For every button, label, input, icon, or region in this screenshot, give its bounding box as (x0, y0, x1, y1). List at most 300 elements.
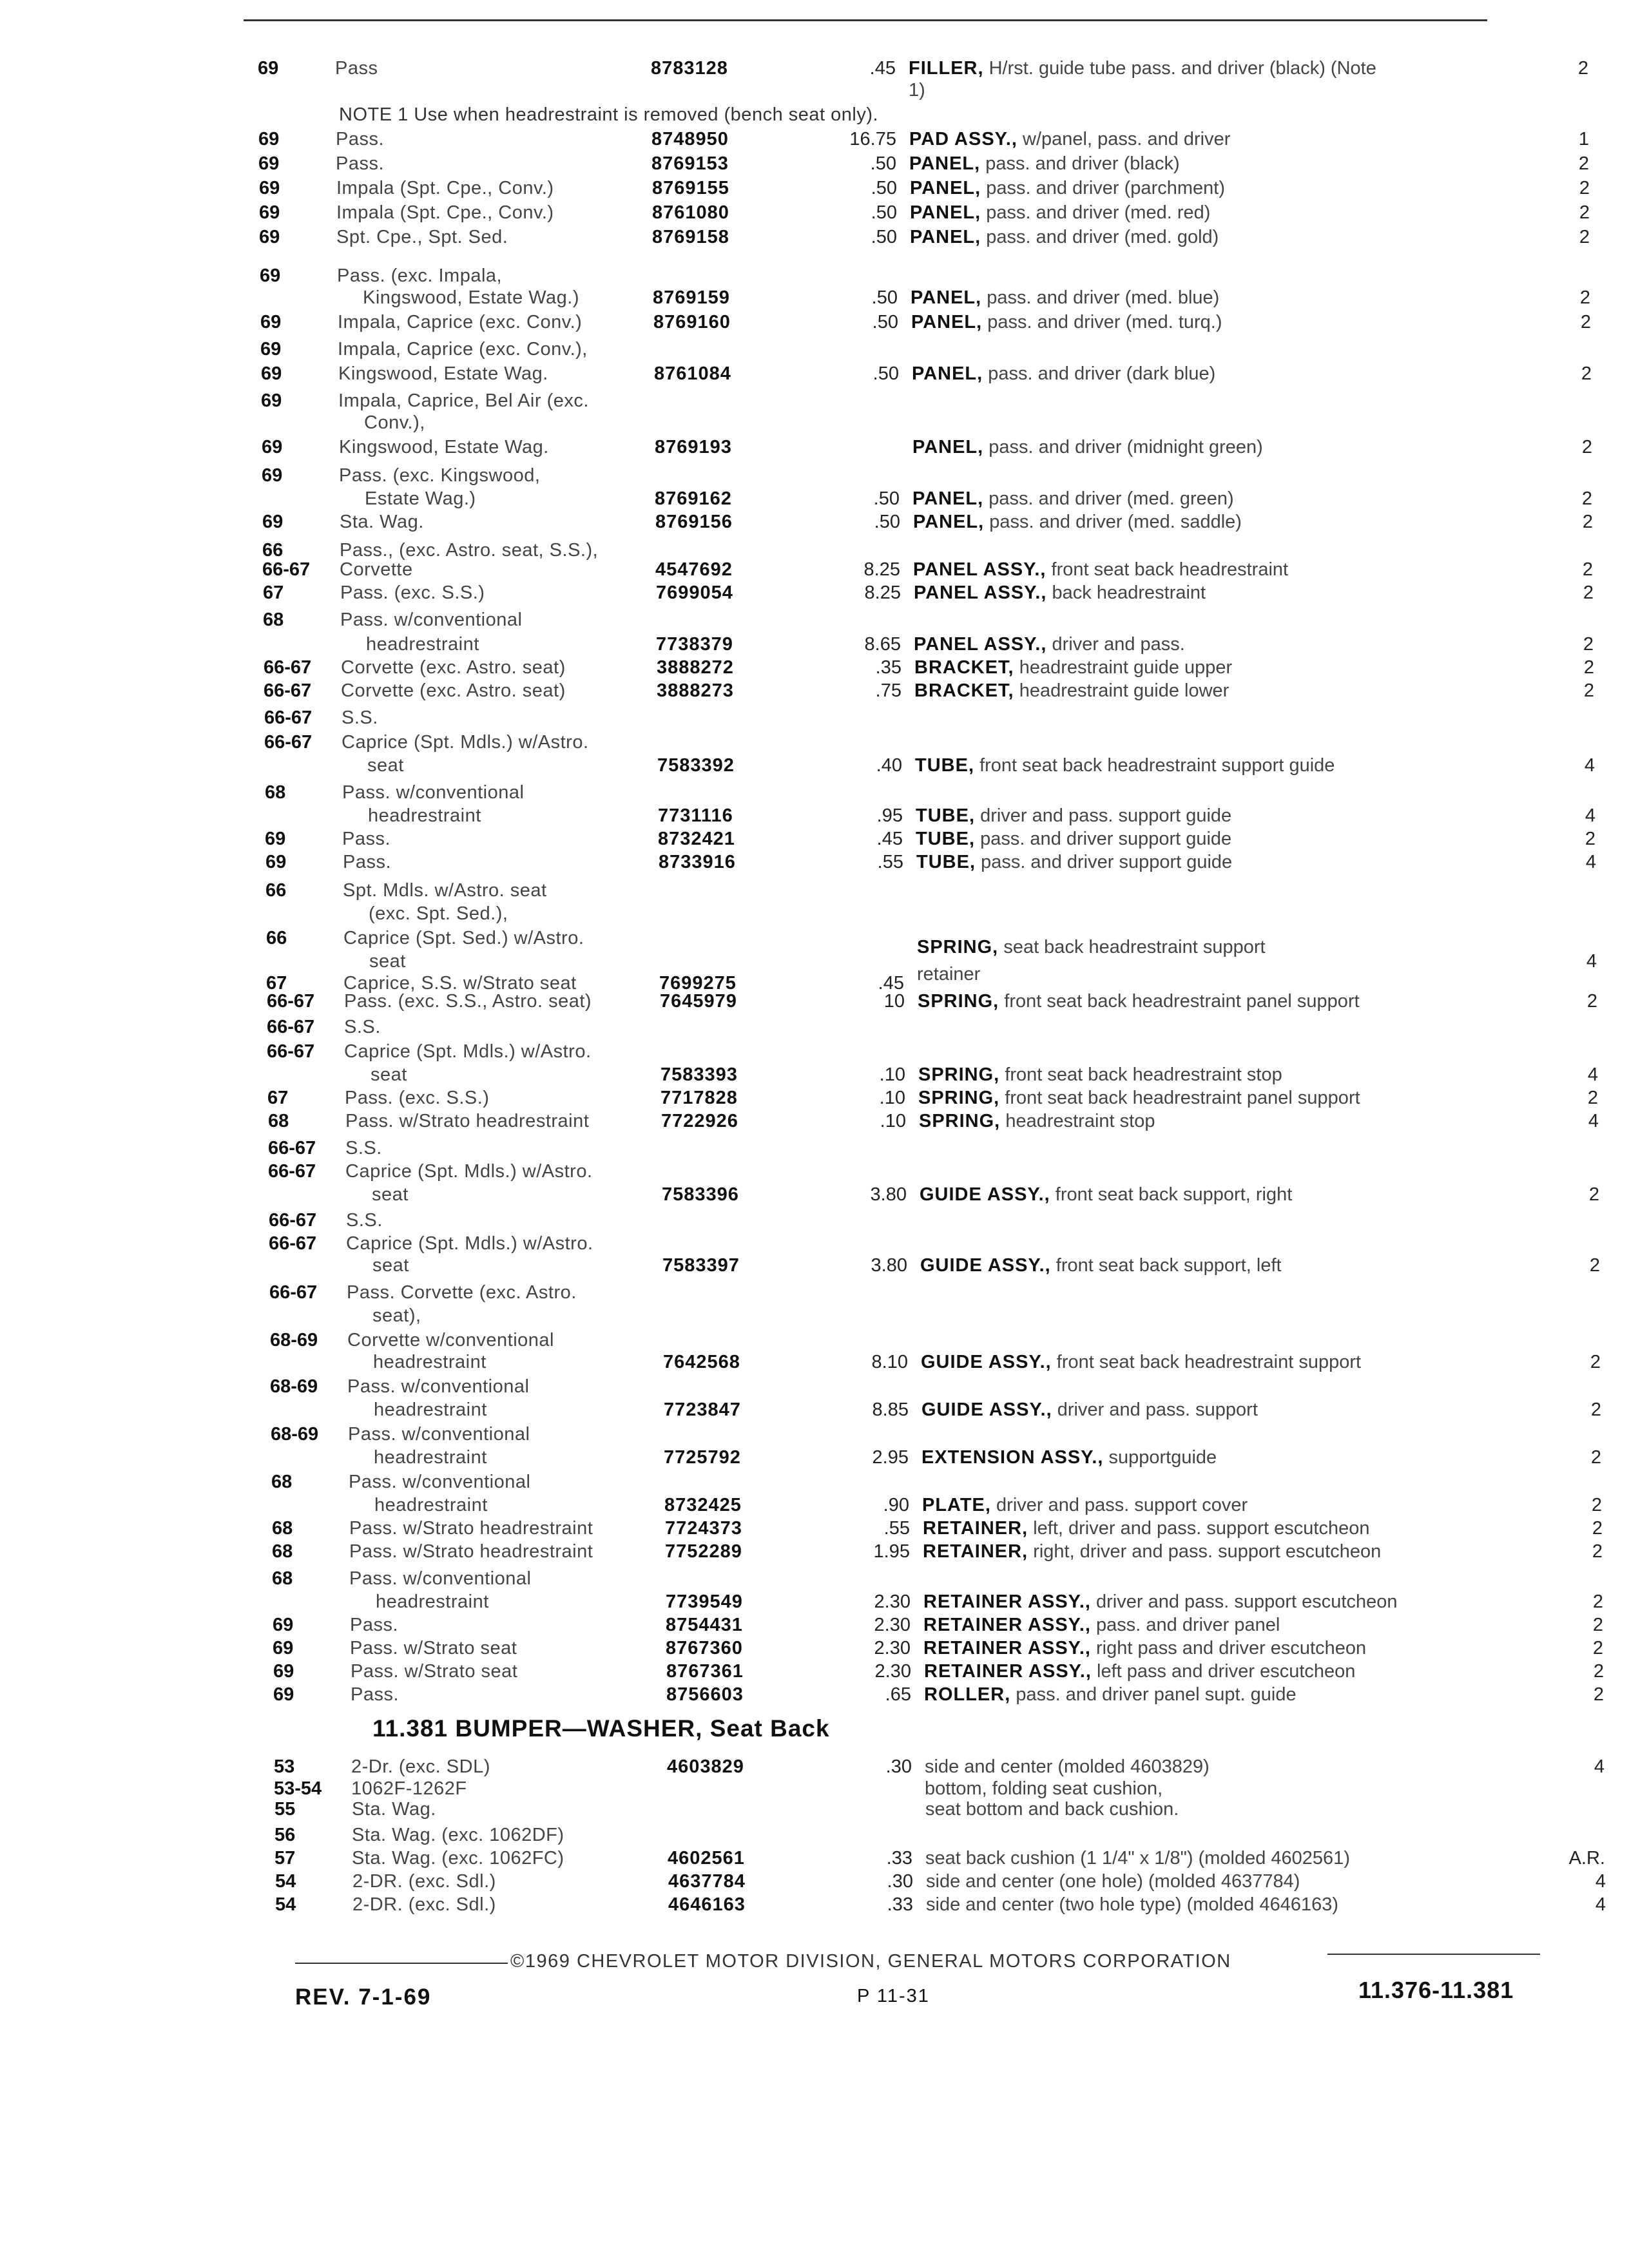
part-detail: pass. and driver (med. saddle) (989, 512, 1242, 532)
model-description: Pass. w/conventional (348, 1424, 530, 1445)
part-number: 8732425 (664, 1495, 742, 1515)
part-number: 8783128 (651, 58, 728, 79)
price: .10 (880, 1111, 906, 1131)
price: .10 (879, 1088, 905, 1108)
part-description (916, 827, 1496, 850)
model-description: Sta. Wag. (340, 512, 424, 532)
model-description: Estate Wag.) (365, 488, 476, 509)
part-number: 7699275 (659, 973, 737, 994)
part-name: GUIDE ASSY., (921, 1352, 1052, 1372)
model-year: 66-67 (268, 1138, 316, 1158)
footer-rule-left (295, 1963, 508, 1964)
price: 8.10 (871, 1352, 908, 1372)
model-description: Caprice (Spt. Mdls.) w/Astro. (346, 1233, 593, 1254)
model-year: 66-67 (267, 991, 315, 1012)
model-year: 69 (258, 58, 279, 79)
part-detail: front seat back headrestraint support (1056, 1352, 1362, 1372)
quantity: 4 (1594, 1756, 1605, 1777)
part-name: FILLER, (909, 58, 984, 79)
list-item (268, 1110, 1621, 1135)
part-detail: pass. and driver support guide (981, 852, 1233, 872)
price: 2.30 (874, 1661, 911, 1682)
part-description (921, 1350, 1501, 1374)
footer-copyright: ©1969 CHEVROLET MOTOR DIVISION, GENERAL MOTORS CORPORATION (510, 1951, 1231, 1972)
model-description: Pass. (350, 1615, 399, 1635)
quantity: 2 (1581, 437, 1592, 457)
model-description: headrestraint (374, 1399, 487, 1420)
model-description: Sta. Wag. (exc. 1062DF) (352, 1825, 564, 1845)
model-year: 69 (273, 1661, 294, 1682)
part-number: 8733916 (659, 852, 736, 872)
model-description: Caprice (Spt. Mdls.) w/Astro. (344, 1041, 592, 1062)
part-description (920, 1254, 1500, 1277)
model-description: Pass. (351, 1684, 400, 1705)
list-item (272, 1567, 1625, 1593)
model-description: Kingswood, Estate Wag. (339, 437, 549, 457)
part-number: 4602561 (668, 1848, 745, 1869)
part-number: 7738379 (656, 634, 733, 655)
list-item (263, 581, 1616, 607)
part-name: SPRING, (918, 991, 999, 1012)
model-description: seat (371, 1064, 407, 1085)
part-detail: front seat back support, right (1055, 1184, 1293, 1205)
part-description (914, 633, 1494, 656)
list-item (275, 1893, 1628, 1919)
part-description (909, 152, 1489, 175)
quantity: 2 (1582, 559, 1593, 580)
model-year: 66 (266, 928, 287, 948)
part-description (923, 1590, 1503, 1613)
part-detail: pass. and driver panel (1096, 1615, 1280, 1635)
part-name: RETAINER ASSY., (923, 1591, 1091, 1612)
part-name: PANEL, (911, 287, 982, 308)
part-description (909, 57, 1489, 80)
model-description: Pass. w/Strato headrestraint (345, 1111, 590, 1131)
section-range: 11.376-11.381 (1358, 1977, 1514, 2003)
list-item (258, 79, 1611, 104)
quantity: 2 (1579, 178, 1590, 198)
model-year: 66-67 (264, 707, 313, 728)
model-year: 69 (261, 363, 282, 384)
quantity: 2 (1583, 582, 1594, 603)
model-description: S.S. (344, 1017, 381, 1037)
price: 2.30 (874, 1591, 911, 1612)
part-name: SPRING, (918, 1064, 1000, 1085)
part-name: PANEL ASSY., (914, 582, 1047, 603)
model-year: 68 (271, 1472, 293, 1492)
list-item (270, 1350, 1623, 1376)
quantity: 1 (1578, 129, 1589, 149)
price: .10 (879, 1064, 905, 1085)
part-number: 7725792 (664, 1447, 741, 1468)
quantity: 2 (1593, 1661, 1604, 1682)
list-item (271, 1446, 1624, 1472)
part-detail: driver and pass. (1052, 634, 1185, 655)
part-description (912, 362, 1492, 385)
price: 3.80 (870, 1184, 907, 1205)
model-year: 54 (275, 1871, 296, 1892)
part-detail: supportguide (1108, 1447, 1217, 1468)
list-item (273, 1637, 1626, 1662)
list-item (262, 464, 1615, 490)
list-item (267, 1063, 1621, 1089)
list-item (267, 1015, 1620, 1041)
price: .35 (875, 657, 901, 678)
part-detail: pass. and driver (black) (985, 153, 1180, 174)
part-number: 7723847 (664, 1399, 741, 1420)
part-name: RETAINER ASSY., (923, 1615, 1091, 1635)
list-item (275, 1798, 1628, 1823)
price: 3.80 (871, 1255, 907, 1276)
part-name: EXTENSION ASSY., (921, 1447, 1104, 1468)
part-detail: pass. and driver (midnight green) (988, 437, 1263, 457)
model-description: Impala, Caprice, Bel Air (exc. (338, 390, 589, 411)
part-description (915, 754, 1495, 777)
model-description: 2-DR. (exc. Sdl.) (352, 1894, 496, 1915)
model-description: Impala, Caprice (exc. Conv.), (338, 339, 588, 360)
part-description (914, 581, 1494, 604)
model-year: 66 (265, 880, 287, 901)
quantity: 2 (1579, 287, 1590, 308)
list-item (269, 1209, 1622, 1235)
price: .30 (887, 1871, 913, 1892)
list-item (275, 1847, 1628, 1872)
list-item (271, 1398, 1624, 1424)
model-year: 69 (265, 852, 287, 872)
part-name: SPRING, (919, 1111, 1001, 1131)
part-name: SPRING, (917, 937, 999, 957)
model-description: Caprice (Spt. Mdls.) w/Astro. (345, 1161, 593, 1182)
part-detail: pass. and driver (med. blue) (987, 287, 1220, 308)
list-item (275, 1870, 1628, 1896)
part-description (923, 1637, 1503, 1660)
part-description (919, 1110, 1499, 1133)
list-item (273, 1613, 1626, 1639)
list-item (264, 656, 1617, 682)
model-description: Conv.), (364, 412, 425, 433)
part-detail: front seat back support, left (1055, 1255, 1282, 1276)
list-item (260, 286, 1613, 312)
quantity: 2 (1577, 58, 1588, 79)
model-year: 69 (258, 153, 280, 174)
model-year: 66-67 (264, 680, 312, 701)
model-year: 66-67 (269, 1210, 317, 1231)
model-year: 68-69 (271, 1424, 319, 1445)
part-description (913, 510, 1493, 533)
model-year: 69 (262, 465, 283, 486)
part-description (925, 1798, 1505, 1821)
part-name: TUBE, (915, 755, 974, 776)
part-description (924, 1683, 1504, 1706)
list-item (265, 781, 1618, 807)
part-name: TUBE, (916, 829, 975, 849)
model-description: Corvette (340, 559, 413, 580)
part-detail: right pass and driver escutcheon (1096, 1638, 1367, 1658)
price: .33 (887, 1894, 913, 1915)
model-description: Corvette (exc. Astro. seat) (341, 680, 566, 701)
model-description: Pass. (exc. S.S.) (340, 582, 485, 603)
part-description (914, 656, 1494, 679)
part-name: TUBE, (916, 852, 976, 872)
price: 1.95 (873, 1541, 910, 1562)
model-description: Kingswood, Estate Wag.) (363, 287, 580, 308)
quantity: 4 (1588, 1111, 1599, 1131)
list-item (269, 1304, 1623, 1330)
part-description (910, 226, 1490, 249)
part-description (924, 1660, 1504, 1683)
section-title: 11.381 BUMPER—WASHER, Seat Back (372, 1715, 830, 1742)
model-description: Caprice, S.S. w/Strato seat (343, 973, 577, 994)
part-name: GUIDE ASSY., (921, 1399, 1052, 1420)
part-description (914, 679, 1494, 702)
part-description (922, 1494, 1502, 1517)
part-name: PANEL, (910, 227, 981, 247)
list-item (259, 177, 1612, 202)
part-description (925, 1777, 1505, 1800)
quantity: 2 (1592, 1638, 1603, 1658)
model-description: Pass., (exc. Astro. seat, S.S.), (340, 540, 599, 561)
model-description: S.S. (345, 1138, 382, 1158)
model-year: 69 (258, 129, 280, 149)
part-number: 8769156 (655, 512, 733, 532)
model-description: Impala, Caprice (exc. Conv.) (338, 312, 583, 332)
quantity: 2 (1588, 1184, 1599, 1205)
list-item (268, 1160, 1621, 1186)
part-description (923, 1540, 1503, 1563)
part-detail: retainer (917, 964, 981, 985)
model-description: Pass. (exc. Kingswood, (339, 465, 541, 486)
model-description: headrestraint (374, 1447, 487, 1468)
model-description: Pass. (exc. Impala, (337, 265, 503, 286)
quantity: 4 (1585, 852, 1596, 872)
model-description: 2-Dr. (exc. SDL) (351, 1756, 490, 1777)
part-description (921, 1446, 1501, 1469)
part-detail: left, driver and pass. support escutcheon (1033, 1518, 1370, 1539)
part-number: 8754431 (666, 1615, 743, 1635)
model-year: 69 (260, 312, 282, 332)
model-year: 69 (260, 265, 281, 286)
part-number: 8761080 (652, 202, 729, 223)
price: 16.75 (849, 129, 896, 149)
part-description (921, 1398, 1501, 1421)
model-year: 69 (265, 829, 286, 849)
part-number: 7717828 (660, 1088, 738, 1108)
part-detail: seat bottom and back cushion. (925, 1799, 1179, 1820)
part-number: 7645979 (660, 991, 737, 1012)
list-item (271, 1423, 1624, 1448)
quantity: 4 (1595, 1894, 1606, 1915)
price: .95 (876, 805, 903, 826)
part-description (913, 558, 1493, 581)
model-description: Corvette (exc. Astro. seat) (341, 657, 566, 678)
part-detail: pass. and driver (med. red) (986, 202, 1211, 223)
model-year: 53 (274, 1756, 295, 1777)
quantity: 2 (1583, 657, 1594, 678)
part-detail: headrestraint stop (1005, 1111, 1155, 1131)
part-detail: pass. and driver (parchment) (986, 178, 1225, 198)
part-number: 3888273 (657, 680, 734, 701)
part-description (911, 311, 1491, 334)
price: .50 (871, 227, 897, 247)
price: .50 (871, 202, 897, 223)
list-item (265, 804, 1618, 830)
price: .50 (874, 512, 900, 532)
model-description: S.S. (342, 707, 378, 728)
model-year: 68 (272, 1568, 293, 1589)
list-item (273, 1660, 1626, 1686)
part-number: 4637784 (668, 1871, 746, 1892)
part-detail: seat back headrestraint support (1003, 937, 1266, 957)
quantity: 2 (1590, 1447, 1601, 1468)
part-number: 8769162 (655, 488, 732, 509)
model-description: Pass. Corvette (exc. Astro. (347, 1282, 577, 1303)
quantity: 2 (1592, 1518, 1603, 1539)
quantity: 4 (1585, 805, 1595, 826)
part-name: RETAINER, (923, 1518, 1028, 1539)
model-description: Caprice (Spt. Mdls.) w/Astro. (342, 732, 589, 753)
model-year: 66-67 (264, 657, 312, 678)
part-description (918, 990, 1498, 1013)
part-detail: pass. and driver (med. gold) (986, 227, 1219, 247)
model-description: Caprice (Spt. Sed.) w/Astro. (343, 928, 584, 948)
model-description: Pass. (exc. S.S., Astro. seat) (344, 991, 592, 1012)
part-name: PANEL ASSY., (914, 634, 1047, 655)
quantity: 2 (1585, 829, 1595, 849)
part-number: 7699054 (656, 582, 733, 603)
model-year: 69 (262, 512, 284, 532)
part-number: 8756603 (666, 1684, 744, 1705)
part-number: 7752289 (665, 1541, 742, 1562)
model-description: Sta. Wag. (exc. 1062FC) (352, 1848, 564, 1869)
model-year: 66 (262, 540, 284, 561)
model-description: Pass. (exc. S.S.) (345, 1088, 490, 1108)
model-year: 53-54 (274, 1778, 322, 1799)
list-item (267, 1040, 1620, 1066)
model-description: Impala (Spt. Cpe., Conv.) (336, 202, 554, 223)
model-year: 69 (259, 227, 280, 247)
part-number: 7583393 (660, 1064, 738, 1085)
list-item (273, 1590, 1626, 1616)
list-item (270, 1375, 1623, 1401)
model-year: 69 (273, 1638, 294, 1658)
quantity: 4 (1587, 1064, 1598, 1085)
part-name: SPRING, (918, 1088, 1000, 1108)
model-description: 1062F-1262F (351, 1778, 467, 1799)
model-description: headrestraint (374, 1495, 488, 1515)
price: .50 (871, 178, 897, 198)
part-detail: front seat back headrestraint stop (1005, 1064, 1282, 1085)
part-detail: driver and pass. support cover (996, 1495, 1248, 1515)
model-description: Pass. (336, 153, 385, 174)
price: 2.30 (874, 1638, 911, 1658)
model-year: 66-67 (269, 1233, 317, 1254)
part-number: 8769155 (652, 178, 729, 198)
model-description: Spt. Cpe., Spt. Sed. (336, 227, 508, 247)
model-description: Pass. w/Strato headrestraint (349, 1518, 593, 1539)
model-description: headrestraint (368, 805, 481, 826)
part-detail: side and center (one hole) (molded 4637784) (926, 1871, 1300, 1892)
part-number: 7731116 (658, 805, 733, 826)
part-description (910, 201, 1490, 224)
part-detail: front seat back headrestraint (1051, 559, 1289, 580)
part-detail: driver and pass. support (1057, 1399, 1258, 1420)
quantity: 2 (1592, 1615, 1603, 1635)
part-detail: driver and pass. support escutcheon (1096, 1591, 1398, 1612)
model-year: 68-69 (270, 1330, 318, 1350)
model-year: 66-67 (262, 559, 311, 580)
part-number: 7583392 (657, 755, 735, 776)
part-description (926, 1870, 1506, 1893)
list-item (275, 1823, 1628, 1849)
part-description (918, 1086, 1498, 1110)
list-item (265, 827, 1618, 853)
model-description: seat (369, 951, 406, 972)
list-item (272, 1517, 1625, 1542)
part-detail: seat back cushion (1 1/4" x 1/8") (molded 4602561) (925, 1848, 1350, 1869)
part-number: 7583397 (662, 1255, 740, 1276)
price: 8.85 (872, 1399, 909, 1420)
list-item (259, 226, 1612, 251)
part-description (923, 1517, 1503, 1540)
quantity: 2 (1591, 1495, 1602, 1515)
model-description: headrestraint (376, 1591, 489, 1612)
model-description: Sta. Wag. (352, 1799, 436, 1820)
price: 10 (883, 991, 905, 1012)
quantity: 2 (1583, 634, 1594, 655)
model-year: 69 (259, 178, 280, 198)
part-name: PANEL, (909, 153, 981, 174)
list-item (268, 1137, 1621, 1162)
model-description: seat), (372, 1305, 421, 1326)
model-description: Corvette w/conventional (347, 1330, 554, 1350)
model-year: 69 (273, 1615, 294, 1635)
part-name: RETAINER, (923, 1541, 1028, 1562)
part-number: 8767360 (666, 1638, 743, 1658)
model-year: 69 (262, 437, 283, 457)
part-number: 8769193 (655, 437, 732, 457)
part-detail: side and center (molded 4603829) (925, 1756, 1210, 1777)
part-description (925, 1847, 1505, 1870)
part-name: PANEL, (912, 363, 983, 384)
part-description (909, 79, 1489, 102)
part-description (916, 850, 1496, 874)
list-item (267, 1086, 1621, 1112)
quantity: 2 (1581, 363, 1592, 384)
quantity: 2 (1579, 202, 1590, 223)
quantity: 2 (1593, 1684, 1604, 1705)
model-description: Kingswood, Estate Wag. (338, 363, 548, 384)
price: .50 (872, 312, 898, 332)
list-item (265, 902, 1619, 928)
price: .30 (885, 1756, 912, 1777)
part-number: 7724373 (665, 1518, 742, 1539)
list-item (269, 1183, 1622, 1209)
list-item (258, 128, 1612, 153)
part-name: PANEL, (912, 437, 984, 457)
part-detail: pass. and driver support guide (980, 829, 1232, 849)
part-description (912, 487, 1492, 510)
list-item (269, 1254, 1623, 1280)
part-detail: pass. and driver (med. turq.) (987, 312, 1222, 332)
list-item (260, 311, 1614, 336)
quantity: A.R. (1568, 1848, 1605, 1869)
part-number: 8767361 (666, 1661, 744, 1682)
model-year: 69 (260, 339, 282, 360)
part-detail: headrestraint guide upper (1019, 657, 1233, 678)
model-year: 68 (263, 610, 284, 630)
part-number: 8769159 (653, 287, 730, 308)
list-item (258, 152, 1612, 178)
